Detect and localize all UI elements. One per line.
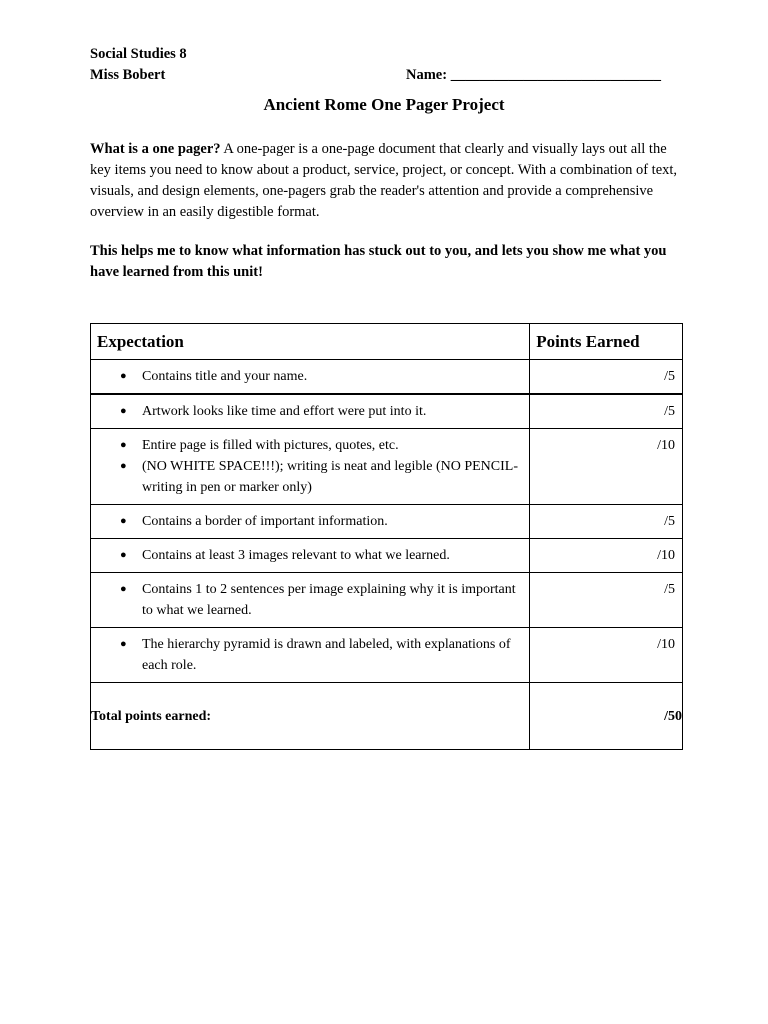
bullet-list xyxy=(97,634,523,676)
table-row xyxy=(91,394,683,429)
teacher-name: Miss Bobert xyxy=(90,67,166,83)
expectation-cell xyxy=(91,505,530,539)
bullet-list xyxy=(97,579,523,621)
expectation-cell xyxy=(91,573,530,628)
table-row xyxy=(91,505,683,539)
bullet-list xyxy=(97,366,523,387)
expectation-cell xyxy=(91,360,530,395)
total-value: /50 xyxy=(530,683,683,750)
rubric-body xyxy=(91,360,683,750)
list-item: ● Contains a border of important information. xyxy=(142,511,523,532)
bullet-list xyxy=(97,511,523,532)
points-cell: /5 xyxy=(530,394,683,429)
list-item: ● Contains 1 to 2 sentences per image explaining why it is important to what we learned. xyxy=(142,579,523,621)
points-cell: /10 xyxy=(530,429,683,505)
table-row xyxy=(91,628,683,683)
list-item: ● Artwork looks like time and effort were put into it. xyxy=(142,401,523,422)
intro-lead: What is a one pager? xyxy=(90,141,221,157)
points-cell: /10 xyxy=(530,628,683,683)
rubric-header-row xyxy=(91,324,683,360)
total-label: Total points earned: xyxy=(91,683,530,750)
expectation-cell xyxy=(91,628,530,683)
student-name-field: Name: _____________________________ xyxy=(406,67,661,83)
course-name: Social Studies 8 xyxy=(90,46,187,62)
note-paragraph: This helps me to know what information has stuck out to you, and lets you show me what you have learned from this unit! xyxy=(90,243,667,280)
list-item: ● (NO WHITE SPACE!!!); writing is neat and legible (NO PENCIL-writing in pen or marker only) xyxy=(142,456,523,498)
bullet-list xyxy=(97,401,523,422)
points-cell: /5 xyxy=(530,573,683,628)
points-cell: /10 xyxy=(530,539,683,573)
bullet-list xyxy=(97,545,523,566)
expectation-cell xyxy=(91,394,530,429)
list-item: ● Contains at least 3 images relevant to what we learned. xyxy=(142,545,523,566)
total-row xyxy=(91,683,683,750)
table-row xyxy=(91,429,683,505)
points-header: Points Earned xyxy=(530,324,683,360)
expectation-header: Expectation xyxy=(91,324,530,360)
points-cell: /5 xyxy=(530,505,683,539)
points-cell: /5 xyxy=(530,360,683,395)
table-row xyxy=(91,573,683,628)
list-item: ● Entire page is filled with pictures, quotes, etc. xyxy=(142,435,523,456)
bullet-list xyxy=(97,435,523,498)
page-title: Ancient Rome One Pager Project xyxy=(263,95,505,114)
expectation-cell xyxy=(91,539,530,573)
table-row xyxy=(91,360,683,395)
list-item: ● Contains title and your name. xyxy=(142,366,523,387)
expectation-cell xyxy=(91,429,530,505)
rubric-table xyxy=(90,323,683,750)
table-row xyxy=(91,539,683,573)
intro-paragraph xyxy=(90,139,686,223)
intro-body: A one-pager is a one-page document that clearly and visually lays out all the key items you need to know about a product, service, project, or concept. With a combination of text, visuals, and design elements, one-pagers grab the reader's attention and provide a comprehensive overview in an easily digestible format. xyxy=(90,141,678,220)
list-item: ● The hierarchy pyramid is drawn and labeled, with explanations of each role. xyxy=(142,634,523,676)
